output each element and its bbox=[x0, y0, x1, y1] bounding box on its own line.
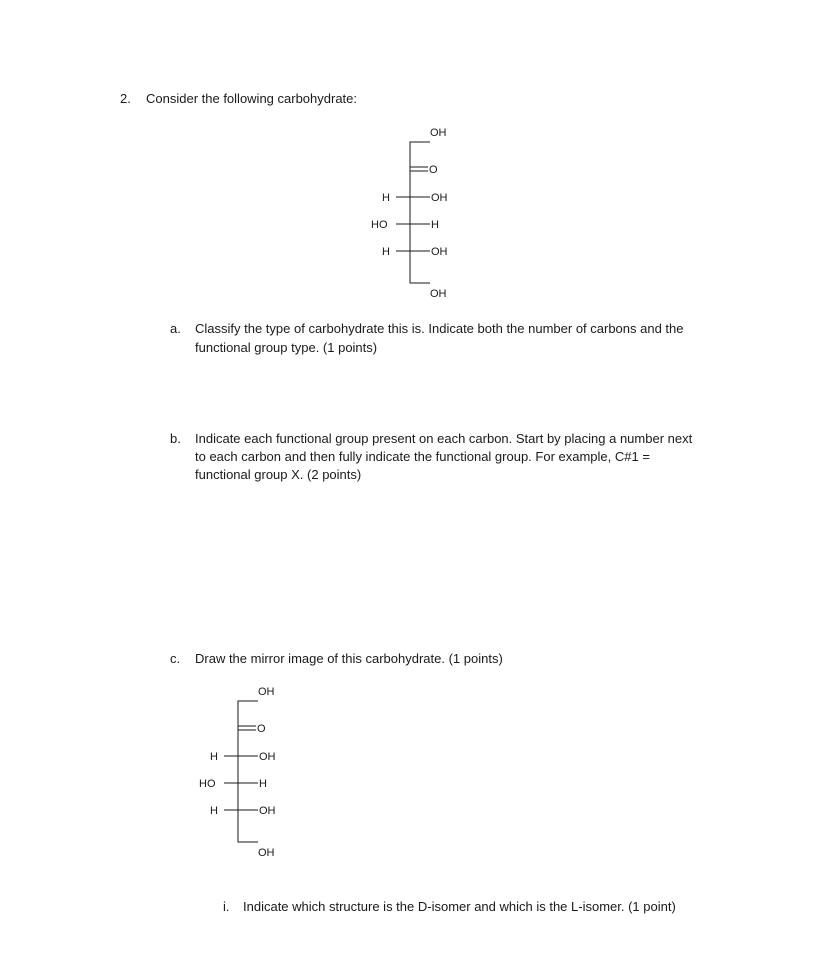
fischer-projection-copy bbox=[188, 679, 328, 869]
row3-left-label: H bbox=[210, 805, 218, 817]
part-a-text-1: Classify the type of carbohydrate this is. Indicate both the number of carbons and the bbox=[195, 321, 684, 336]
row3-right-label: OH bbox=[431, 246, 448, 258]
part-a-text-2: functional group type. (1 points) bbox=[195, 340, 378, 355]
top-oh-label: OH bbox=[258, 686, 275, 698]
part-b-text-1: Indicate each functional group present on each carbon. Start by placing a number next bbox=[195, 431, 693, 446]
top-bond bbox=[238, 701, 258, 709]
row1-left-label: H bbox=[210, 751, 218, 763]
row1-left-label: H bbox=[382, 192, 390, 204]
bottom-bond bbox=[410, 278, 430, 283]
part-c-marker: c. bbox=[170, 651, 181, 666]
row1-right-label: OH bbox=[431, 192, 448, 204]
carbonyl-o-label: O bbox=[429, 164, 438, 176]
carbonyl-o-label: O bbox=[257, 723, 266, 735]
part-b-text-3: functional group X. (2 points) bbox=[195, 467, 362, 482]
top-oh-label: OH bbox=[430, 127, 447, 139]
fischer-projection-original bbox=[360, 120, 500, 310]
part-ci-text-1: Indicate which structure is the D-isomer and which is the L-isomer. (1 point) bbox=[243, 899, 676, 914]
part-ci-marker: i. bbox=[223, 899, 230, 914]
row2-right-label: H bbox=[259, 778, 267, 790]
row1-right-label: OH bbox=[259, 751, 276, 763]
question-prompt: Consider the following carbohydrate: bbox=[146, 91, 358, 106]
row3-right-label: OH bbox=[259, 805, 276, 817]
row3-left-label: H bbox=[382, 246, 390, 258]
row2-left-label: HO bbox=[199, 778, 216, 790]
part-c-text-1: Draw the mirror image of this carbohydrate. (1 points) bbox=[195, 651, 503, 666]
row2-right-label: H bbox=[431, 219, 439, 231]
part-b-marker: b. bbox=[170, 431, 181, 446]
bottom-oh-label: OH bbox=[258, 847, 275, 859]
bottom-bond bbox=[238, 837, 258, 842]
bottom-oh-label: OH bbox=[430, 288, 447, 300]
question-number: 2. bbox=[120, 91, 131, 106]
part-b-text-2: to each carbon and then fully indicate the functional group. For example, C#1 = bbox=[195, 449, 650, 464]
top-bond bbox=[410, 142, 430, 150]
row2-left-label: HO bbox=[371, 219, 388, 231]
part-a-marker: a. bbox=[170, 321, 181, 336]
